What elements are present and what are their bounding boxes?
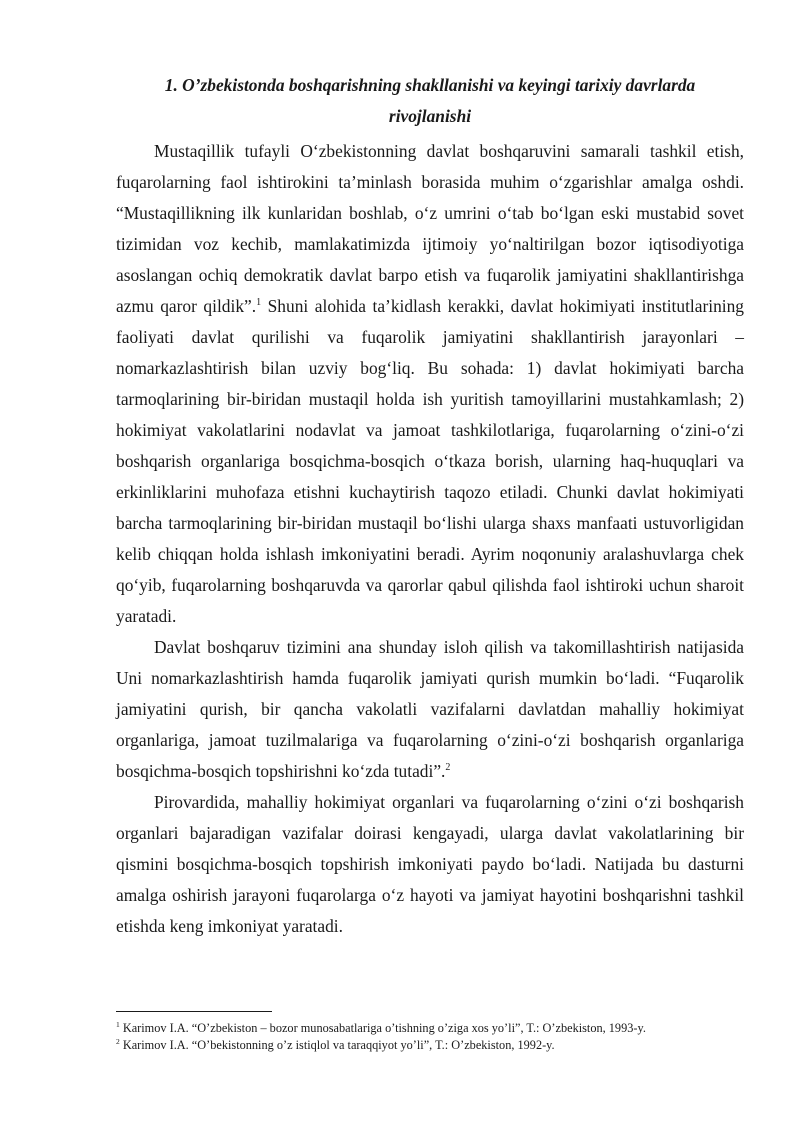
footnotes xyxy=(116,1020,744,1054)
paragraph-2 xyxy=(116,632,744,787)
footnote-1-mark: 1 xyxy=(116,1019,120,1029)
footnote-1 xyxy=(116,1020,744,1037)
footnote-separator xyxy=(116,1011,272,1012)
section-heading-line-1: 1. O’zbekistonda boshqarishning shakllanishi va keyingi tarixiy davrlarda xyxy=(164,75,696,95)
footnote-1-text: Karimov I.A. “O’zbekiston – bozor munosabatlariga o’tishning o’ziga xos yo’li”, T.: O’zbekiston, 1993-y. xyxy=(119,1021,646,1035)
paragraph-1 xyxy=(116,136,744,632)
footnote-2-text: Karimov I.A. “O’bekistonning o’z istiqlol va taraqqiyot yo’li”, T.: O’zbekiston, 1992-y. xyxy=(119,1038,555,1052)
footnote-2 xyxy=(116,1037,744,1054)
body-text xyxy=(116,136,744,942)
section-heading-line-2: rivojlanishi xyxy=(388,106,472,126)
footnote-ref-1[interactable]: 1 xyxy=(256,297,262,309)
section-heading xyxy=(116,70,744,132)
paragraph-3: Pirovardida, mahalliy hokimiyat organlari va fuqarolarning o‘zini o‘zi boshqarish organlari bajaradigan vazifalar doirasi kengayadi, ularga davlat vakolatlarining bir qismini bosqichma-bosqich topshirish imkoniyati paydo bo‘ladi. Natijada bu dasturni amalga oshirish jarayoni fuqarolarga o‘z hayoti va jamiyat hayotini boshqarishni tashkil etishda keng imkoniyat yaratadi. xyxy=(116,792,744,936)
footnote-ref-2[interactable]: 2 xyxy=(445,762,451,774)
paragraph-1-part-b: Shuni alohida ta’kidlash kerakki, davlat hokimiyati institutlarining faoliyati davlat qurilishi va fuqarolik jamiyatini shakllantirish jarayonlari – nomarkazlashtirish bilan uzviy bog‘liq. Bu sohada: 1) davlat hokimiyati barcha tarmoqlarining bir-biridan mustaqil holda ish yuritish tamoyillarini mustahkamlash; 2) hokimiyat vakolatlarini nodavlat va jamoat tashkilotlariga, fuqarolarning o‘zini-o‘zi boshqarish organlariga bosqichma-bosqich o‘tkaza borish, ularning haq-huquqlari va erkinliklarini muhofaza etishni kuchaytirish taqozo etiladi. Chunki davlat hokimiyati barcha tarmoqlarining bir-biridan mustaqil bo‘lishi ularga shaxs manfaati ustuvorligidan kelib chiqqan holda ishlash imkoniyatini beradi. Ayrim noqonuniy aralashuvlarga chek qo‘yib, fuqarolarning boshqaruvda va qarorlar qabul qilishda faol ishtiroki uchun sharoit yaratadi. xyxy=(116,296,744,626)
paragraph-2-text: Davlat boshqaruv tizimini ana shunday isloh qilish va takomillashtirish natijasida Uni nomarkazlashtirish hamda fuqarolik jamiyati qurish mumkin bo‘ladi. “Fuqarolik jamiyatini qurish, bir qancha vakolatli vazifalarni davlatdan mahalliy hokimiyat organlariga, jamoat tuzilmalariga va fuqarolarning o‘zini-o‘zi boshqarish organlariga bosqichma-bosqich topshirishni ko‘zda tutadi”. xyxy=(116,637,744,781)
footnote-2-mark: 2 xyxy=(116,1036,120,1046)
paragraph-1-part-a: Mustaqillik tufayli O‘zbekistonning davlat boshqaruvini samarali tashkil etish, fuqarolarning faol ishtirokini ta’minlash borasida muhim o‘zgarishlar amalga oshdi. “Mustaqillikning ilk kunlaridan boshlab, o‘z umrini o‘tab bo‘lgan eski mustabid sovet tizimidan voz kechib, mamlakatimizda ijtimoiy yo‘naltirilgan bozor iqtisodiyotiga asoslangan ochiq demokratik davlat barpo etish va fuqarolik jamiyatini shakllantirishga azmu qaror qildik”. xyxy=(116,141,744,316)
